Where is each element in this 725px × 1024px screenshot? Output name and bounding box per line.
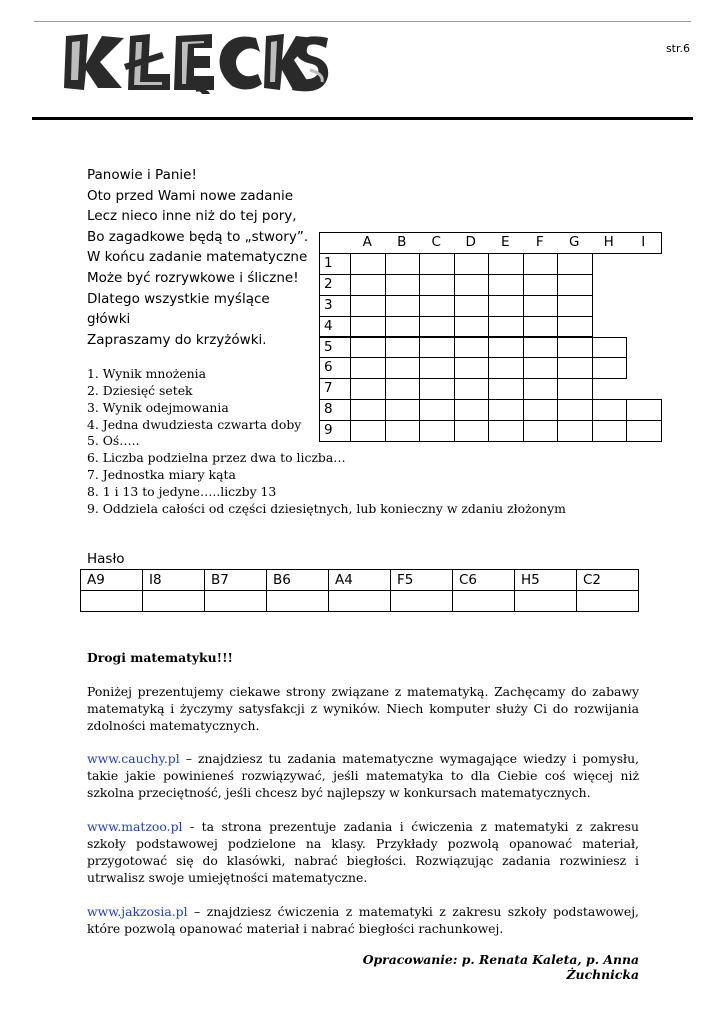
crossword-cell[interactable]	[350, 316, 386, 338]
poem	[87, 165, 327, 350]
crossword-row-number: 1	[324, 254, 333, 271]
crossword-cell[interactable]	[523, 253, 559, 275]
clue-item: 9. Oddziela całości od części dziesiętnych, lub konieczny w zdaniu złożonym	[87, 500, 566, 516]
crossword-column-label: B	[397, 234, 407, 250]
link-paragraph-cauchy	[87, 750, 639, 801]
crossword-cell[interactable]	[454, 253, 490, 275]
password-answer-cell[interactable]	[453, 591, 515, 612]
crossword-cell[interactable]	[488, 295, 524, 317]
password-code: F5	[391, 570, 453, 591]
password-answer-cell[interactable]	[329, 591, 391, 612]
password-code: B7	[205, 570, 267, 591]
crossword-cell[interactable]	[385, 316, 421, 338]
crossword-cell[interactable]	[419, 316, 455, 338]
crossword-cell[interactable]	[350, 295, 386, 317]
crossword-cell[interactable]	[419, 274, 455, 296]
cauchy-link[interactable]: www.cauchy.pl	[87, 751, 180, 766]
password-answer-cell[interactable]	[515, 591, 577, 612]
password-answer-cell[interactable]	[205, 591, 267, 612]
top-divider	[34, 21, 691, 22]
author-credit: Opracowanie: p. Renata Kaleta, p. Anna Żuchnicka	[362, 952, 639, 982]
page-number: str.6	[665, 42, 690, 55]
crossword-column-label: F	[535, 234, 544, 250]
article-intro: Poniżej prezentujemy ciekawe strony związane z matematyką. Zachęcamy do zabawy matematyką i życzymy satysfakcji z wyników. Niech komputer służy Ci do rozwijania zdolności matematycznych.	[87, 684, 639, 733]
password-code: C6	[453, 570, 515, 591]
poem-line: Zapraszamy do krzyżówki.	[87, 331, 267, 348]
poem-line: Dlatego wszystkie myślące	[87, 290, 270, 307]
crossword-cell[interactable]	[419, 295, 455, 317]
crossword-cell[interactable]	[350, 274, 386, 296]
link-description: – znajdziesz ćwiczenia z matematyki z zakresu szkoły podstawowej, które pozwolą opanować materiał i nabrać biegłości rachunkowej.	[87, 904, 639, 936]
crossword-row-number: 9	[324, 422, 333, 439]
password-table	[80, 569, 639, 612]
crossword-cell[interactable]	[626, 420, 662, 442]
link-paragraph-jakzosia	[87, 903, 639, 937]
password-answer-cell[interactable]	[143, 591, 205, 612]
crossword-cell[interactable]	[557, 337, 593, 359]
poem-line: Oto przed Wami nowe zadanie	[87, 187, 294, 204]
crossword-column-label: H	[603, 234, 614, 250]
matzoo-link[interactable]: www.matzoo.pl	[87, 819, 183, 834]
crossword-row-number: 7	[324, 380, 333, 397]
crossword-cell[interactable]	[488, 274, 524, 296]
crossword-cell[interactable]	[592, 337, 628, 359]
crossword-column-label: G	[569, 234, 580, 250]
article-heading: Drogi matematyku!!!	[87, 650, 233, 665]
crossword-cell[interactable]	[557, 295, 593, 317]
crossword-cell[interactable]	[523, 274, 559, 296]
crossword-row-number: 8	[324, 401, 333, 418]
crossword-row-number: 2	[324, 275, 333, 292]
password-code: H5	[515, 570, 577, 591]
password-answer-cell[interactable]	[267, 591, 329, 612]
clue-item: 6. Liczba podzielna przez dwa to liczba…	[87, 450, 346, 466]
password-code: A4	[329, 570, 391, 591]
password-answer-cell[interactable]	[577, 591, 639, 612]
crossword-cell[interactable]	[488, 253, 524, 275]
password-code: A9	[81, 570, 143, 591]
link-description: – znajdziesz tu zadania matematyczne wymagające wiedzy i pomysłu, takie jakie powinieneś rozwiązywać, jeśli matematyka to dla Ciebie coś więcej niż szkolna przeciętność, jeśli chcesz być najlepszy w konkursach matematycznych.	[87, 751, 639, 800]
crossword-cell[interactable]	[592, 399, 628, 421]
poem-line: Może być rozrywkowe i śliczne!	[87, 269, 299, 286]
crossword-column-label: I	[641, 234, 646, 250]
crossword-cell[interactable]	[626, 399, 662, 421]
crossword-cell[interactable]	[385, 337, 421, 359]
crossword-column-label: E	[500, 234, 510, 250]
clue-list	[87, 366, 566, 518]
crossword-cell[interactable]	[454, 316, 490, 338]
crossword-cell[interactable]	[350, 337, 386, 359]
crossword-cell[interactable]	[557, 316, 593, 338]
crossword-column-label: A	[362, 234, 372, 250]
password-answer-cell[interactable]	[81, 591, 143, 612]
poem-line: W końcu zadanie matematyczne	[87, 249, 308, 266]
crossword-cell[interactable]	[557, 274, 593, 296]
crossword-column-label: D	[465, 234, 476, 250]
crossword-cell[interactable]	[419, 253, 455, 275]
crossword-column-label: C	[431, 234, 441, 250]
crossword-cell[interactable]	[454, 295, 490, 317]
crossword-cell[interactable]	[523, 316, 559, 338]
crossword-cell[interactable]	[557, 253, 593, 275]
crossword-cell[interactable]	[385, 274, 421, 296]
crossword-row-number: 4	[324, 317, 333, 334]
poem-line: główki	[87, 311, 131, 328]
password-code: C2	[577, 570, 639, 591]
password-code: I8	[143, 570, 205, 591]
crossword-cell[interactable]	[385, 253, 421, 275]
jakzosia-link[interactable]: www.jakzosia.pl	[87, 904, 188, 919]
header-rule	[32, 117, 693, 120]
clue-item: 7. Jednostka miary kąta	[87, 467, 236, 483]
link-paragraph-matzoo	[87, 818, 639, 886]
crossword-cell[interactable]	[385, 295, 421, 317]
crossword-cell[interactable]	[350, 253, 386, 275]
password-answer-cell[interactable]	[391, 591, 453, 612]
poem-line: Lecz nieco inne niż do tej pory,	[87, 208, 297, 225]
clue-item: 4. Jedna dwudziesta czwarta doby	[87, 416, 302, 432]
crossword-cell[interactable]	[523, 337, 559, 359]
klecks-logo	[62, 30, 330, 94]
clue-item: 5. Oś…..	[87, 433, 140, 449]
crossword-cell[interactable]	[488, 316, 524, 338]
poem-line: Panowie i Panie!	[87, 167, 197, 183]
crossword-cell[interactable]	[419, 337, 455, 359]
crossword-cell[interactable]	[592, 420, 628, 442]
crossword-cell[interactable]	[592, 357, 628, 379]
link-description: - ta strona prezentuje zadania i ćwiczenia z matematyki z zakresu szkoły podstawowej podzielone na klasy. Przykłady pozwolą opanować materiał, przygotować się do klasówki, nabrać biegłości. Rozwiązując zadania rozwiniesz i utrwalisz swoje umiejętności matematyczne.	[87, 819, 639, 885]
password-label: Hasło	[87, 551, 125, 567]
crossword-row-number: 3	[324, 296, 333, 313]
crossword-cell[interactable]	[454, 274, 490, 296]
poem-line: Bo zagadkowe będą to „stwory”.	[87, 228, 309, 245]
clue-item: 3. Wynik odejmowania	[87, 399, 229, 415]
crossword-cell[interactable]	[523, 295, 559, 317]
password-code: B6	[267, 570, 329, 591]
clue-item: 1. Wynik mnożenia	[87, 366, 206, 381]
crossword-row-number: 6	[324, 359, 333, 376]
crossword-cell[interactable]	[488, 337, 524, 359]
clue-item: 8. 1 i 13 to jedyne…..liczby 13	[87, 483, 277, 499]
clue-item: 2. Dziesięć setek	[87, 382, 193, 398]
crossword-cell[interactable]	[454, 337, 490, 359]
crossword-row-number: 5	[324, 338, 333, 355]
